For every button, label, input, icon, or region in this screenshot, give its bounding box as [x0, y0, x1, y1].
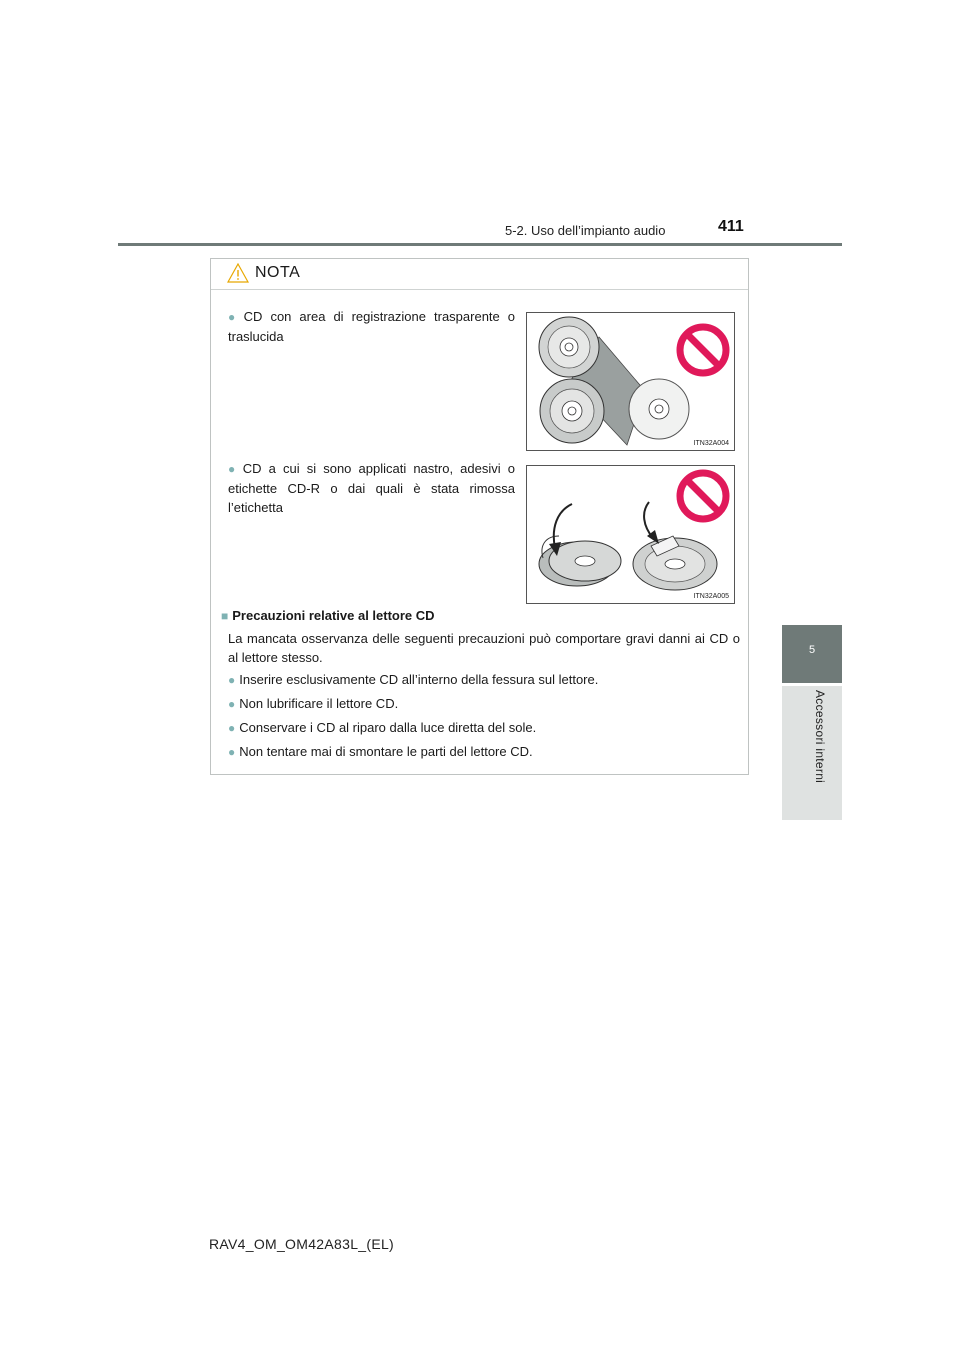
page-number: 411	[718, 218, 744, 235]
chapter-number: 5	[808, 644, 816, 656]
note-item-2	[228, 459, 515, 517]
bullet-icon: ●	[228, 673, 236, 687]
cd-illustration	[527, 313, 734, 450]
section-body: La mancata osservanza delle seguenti precauzioni può comportare gravi danni ai CD o al lettore stesso.	[228, 631, 740, 665]
note-item-1	[228, 307, 515, 346]
list-item: ● Conservare i CD al riparo dalla luce diretta del sole.	[228, 720, 537, 735]
figure-code: ITN32A004	[693, 440, 729, 447]
note-header	[211, 259, 748, 290]
section-heading-text: Precauzioni relative al lettore CD	[232, 608, 435, 623]
note-item-1-text: CD con area di registrazione trasparente o traslucida	[228, 309, 516, 344]
figure-labeled-cd	[526, 465, 735, 604]
cd-illustration	[527, 466, 734, 603]
header-rule	[118, 243, 842, 246]
list-item: ● Non tentare mai di smontare le parti del lettore CD.	[228, 744, 533, 759]
chapter-label: Accessori interni	[813, 690, 827, 784]
bullet-icon: ●	[228, 745, 236, 759]
note-item-2-text: CD a cui si sono applicati nastro, adesivi o etichette CD-R o dai quali è stata rimossa l’etichetta	[228, 461, 515, 515]
note-title: NOTA	[255, 264, 301, 281]
header-section-title: 5-2. Uso dell’impianto audio	[505, 223, 666, 238]
list-item: ● Inserire esclusivamente CD all’interno della fessura sul lettore.	[228, 672, 599, 687]
list-item: ● Non lubrificare il lettore CD.	[228, 696, 399, 711]
cd-with-tape	[633, 536, 717, 590]
figure-code: ITN32A005	[693, 593, 729, 600]
cd-disc-bottom	[540, 379, 604, 443]
prohibition-icon	[680, 327, 726, 373]
cd-peeled-label	[539, 536, 621, 586]
document-code: RAV4_OM_OM42A83L_(EL)	[209, 1236, 395, 1252]
cd-disc-transparent	[629, 379, 689, 439]
note-box	[210, 258, 749, 775]
chapter-tab	[782, 625, 842, 683]
bullet-icon: ●	[228, 697, 236, 711]
section-heading	[221, 608, 435, 623]
square-bullet-icon: ■	[221, 609, 229, 623]
bullet-icon: ●	[228, 462, 239, 476]
chapter-strip	[782, 686, 842, 820]
bullet-icon: ●	[228, 310, 240, 324]
bullet-icon: ●	[228, 721, 236, 735]
figure-transparent-cd	[526, 312, 735, 451]
prohibition-icon	[680, 473, 726, 519]
cd-disc-top	[539, 317, 599, 377]
warning-triangle-icon	[227, 263, 249, 283]
